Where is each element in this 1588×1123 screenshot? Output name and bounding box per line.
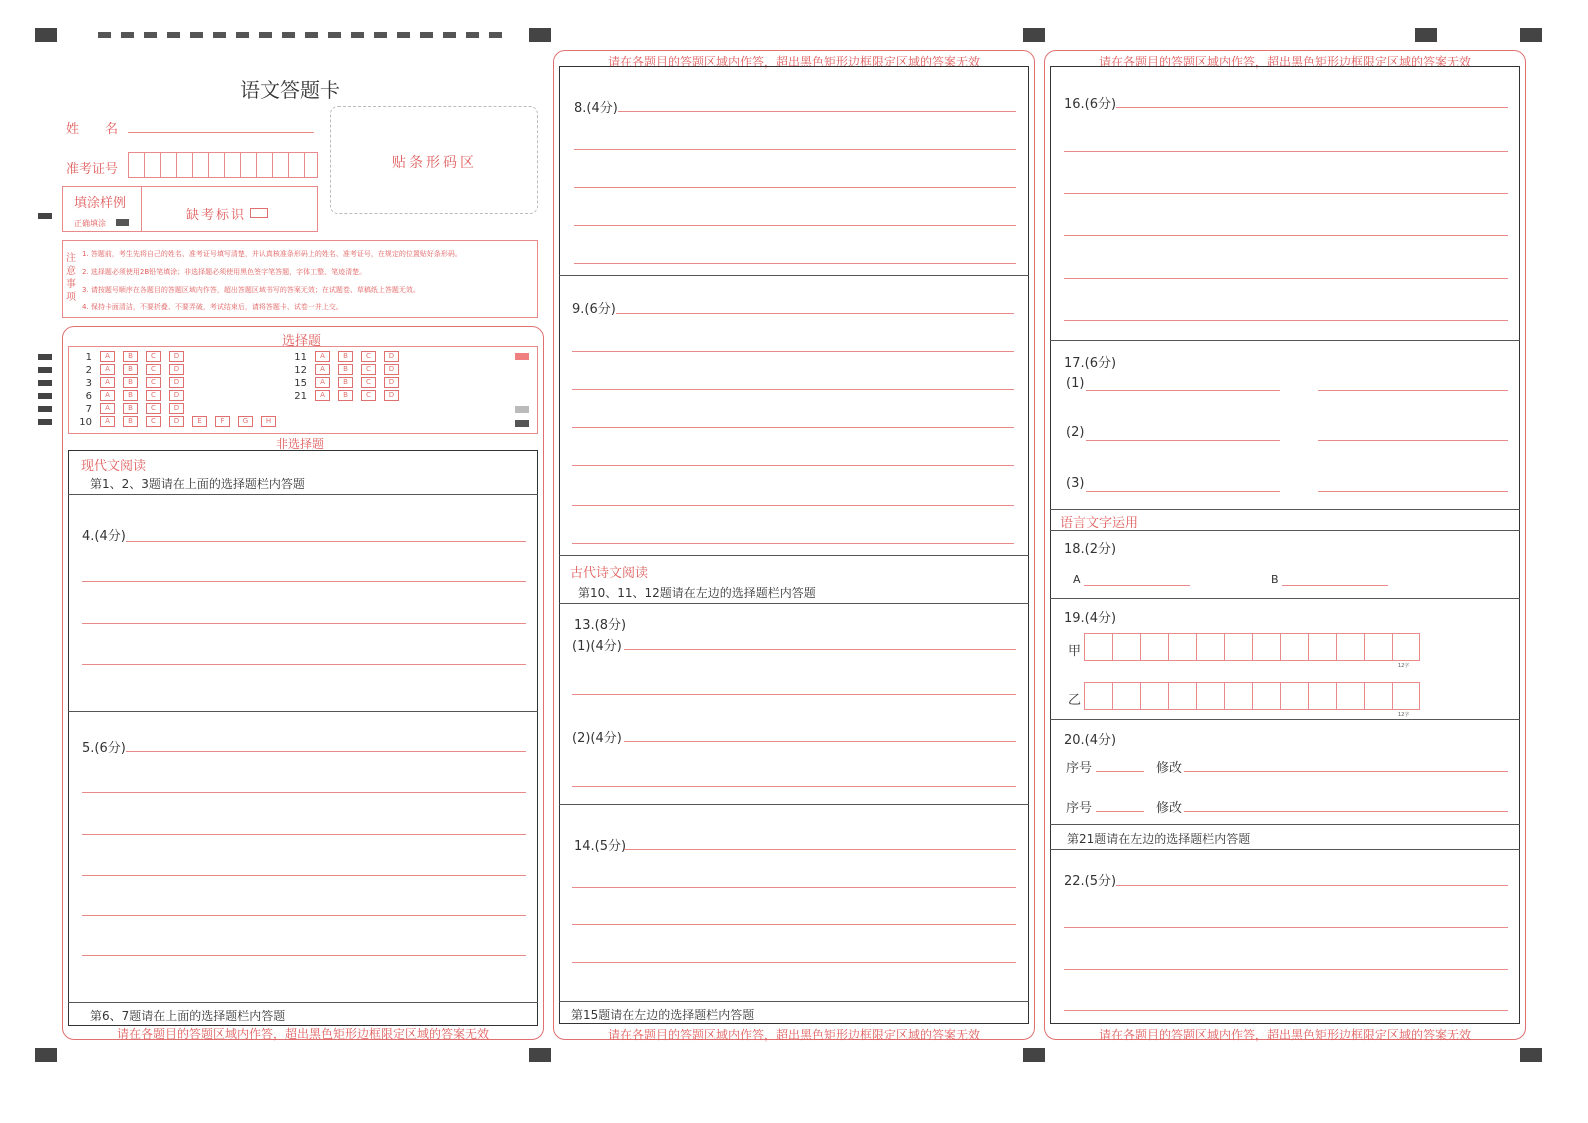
answer-line[interactable] <box>574 149 1016 150</box>
option-a[interactable]: A <box>315 364 330 375</box>
answer-line[interactable] <box>1064 927 1508 928</box>
name-label: 姓 名 <box>66 122 119 137</box>
footer-note: 第6、7题请在上面的选择题栏内答题 <box>90 1009 286 1023</box>
answer-line[interactable] <box>1064 969 1508 970</box>
divider <box>559 804 1029 805</box>
corner-mark <box>1415 28 1437 42</box>
answer-line[interactable] <box>1282 585 1388 586</box>
nonchoice-title: 非选择题 <box>276 437 325 451</box>
choice-row: 12 A B C D <box>285 364 407 376</box>
corner-mark <box>1520 28 1542 42</box>
answer-line[interactable] <box>574 187 1016 188</box>
divider <box>559 1001 1029 1002</box>
warning-banner: 请在各题目的答题区域内作答，超出黑色矩形边框限定区域的答案无效 <box>1098 1028 1471 1042</box>
col2-answer-box <box>559 66 1029 1024</box>
option-a[interactable]: A <box>100 403 115 414</box>
option-c[interactable]: C <box>146 416 161 427</box>
divider <box>1050 719 1520 720</box>
answer-line[interactable] <box>572 389 1014 390</box>
divider <box>1050 340 1520 341</box>
answer-line[interactable] <box>572 351 1014 352</box>
divider <box>559 555 1029 556</box>
answer-line[interactable] <box>1064 235 1508 236</box>
answer-line[interactable] <box>624 741 1016 742</box>
choice-mark <box>515 420 529 427</box>
answer-line[interactable] <box>1116 885 1508 886</box>
section-title: 语言文字运用 <box>1060 516 1139 531</box>
option-g[interactable]: G <box>238 416 253 427</box>
question-5: 5.(6分) <box>82 741 126 756</box>
char-grid-jia[interactable] <box>1084 633 1420 661</box>
answer-line[interactable] <box>1064 278 1508 279</box>
choice-row: 15 A B C D <box>285 377 407 389</box>
notice-item: 1. 答题前，考生先将自己的姓名、准考证号填写清楚，并认真核准条形码上的姓名、准考证号，在规定的位置贴好条形码。 <box>82 250 462 258</box>
answer-line[interactable] <box>1086 440 1280 441</box>
answer-line[interactable] <box>624 849 1016 850</box>
correct-fill-sample <box>116 219 129 226</box>
option-c[interactable]: C <box>146 390 161 401</box>
option-b[interactable]: B <box>123 416 138 427</box>
option-c[interactable]: C <box>146 364 161 375</box>
option-b[interactable]: B <box>123 351 138 362</box>
answer-line[interactable] <box>1064 193 1508 194</box>
answer-line[interactable] <box>1084 585 1190 586</box>
option-a[interactable]: A <box>100 377 115 388</box>
option-d[interactable]: D <box>384 351 399 362</box>
fix-label: 修改 <box>1156 761 1183 776</box>
option-a[interactable]: A <box>100 416 115 427</box>
option-b[interactable]: B <box>123 377 138 388</box>
answer-line[interactable] <box>624 649 1016 650</box>
barcode-label: 贴条形码区 <box>392 155 477 171</box>
question-17-1: (1) <box>1066 376 1085 391</box>
choice-row: 6 A B C D <box>70 390 192 402</box>
answer-line[interactable] <box>1086 491 1280 492</box>
divider <box>559 603 1029 604</box>
option-c[interactable]: C <box>361 377 376 388</box>
fix-field[interactable] <box>1184 811 1508 812</box>
char-count-tag: 12字 <box>1398 663 1410 669</box>
option-b[interactable]: B <box>123 364 138 375</box>
question-16: 16.(6分) <box>1064 97 1117 112</box>
char-grid-yi[interactable] <box>1084 682 1420 710</box>
answer-line[interactable] <box>82 915 526 916</box>
col1-answer-box <box>68 450 538 1026</box>
answer-line[interactable] <box>126 751 526 752</box>
option-c[interactable]: C <box>361 364 376 375</box>
divider <box>1050 509 1520 510</box>
choice-row: 2 A B C D <box>70 364 192 376</box>
answer-line[interactable] <box>1318 390 1508 391</box>
question-19-jia-label: 甲 <box>1068 644 1082 659</box>
answer-line[interactable] <box>82 581 526 582</box>
answer-line[interactable] <box>572 465 1014 466</box>
absent-checkbox[interactable] <box>250 208 268 218</box>
warning-banner: 请在各题目的答题区域内作答，超出黑色矩形边框限定区域的答案无效 <box>1098 55 1471 69</box>
question-17-2: (2) <box>1066 425 1085 440</box>
side-mark <box>38 406 52 412</box>
answer-line[interactable] <box>572 887 1016 888</box>
answer-line[interactable] <box>1318 440 1508 441</box>
question-13-1: (1)(4分) <box>572 639 622 654</box>
section-title: 现代文阅读 <box>81 459 147 474</box>
fix-field[interactable] <box>1184 771 1508 772</box>
seq-label: 序号 <box>1066 761 1093 776</box>
option-b[interactable]: B <box>123 403 138 414</box>
fill-sample-label: 填涂样例 <box>74 196 127 211</box>
option-c[interactable]: C <box>361 390 376 401</box>
answer-line[interactable] <box>82 955 526 956</box>
notice-label: 注意事项 <box>66 253 76 303</box>
answer-line[interactable] <box>618 111 1016 112</box>
divider <box>1050 849 1520 850</box>
option-d[interactable]: D <box>169 416 184 427</box>
option-d[interactable]: D <box>384 364 399 375</box>
side-mark <box>38 354 52 360</box>
card-title: 语文答题卡 <box>240 78 340 102</box>
divider <box>1050 824 1520 825</box>
option-d[interactable]: D <box>169 377 184 388</box>
option-c[interactable]: C <box>146 377 161 388</box>
choice-row: 11 A B C D <box>285 351 407 363</box>
divider <box>1050 530 1520 531</box>
answer-line[interactable] <box>82 664 526 665</box>
choice-row: 21 A B C D <box>285 390 407 402</box>
section-title: 古代诗文阅读 <box>570 566 649 581</box>
option-e[interactable]: E <box>192 416 207 427</box>
answer-line[interactable] <box>574 225 1016 226</box>
choice-title: 选择题 <box>282 334 322 349</box>
answer-line[interactable] <box>574 263 1016 264</box>
fix-label: 修改 <box>1156 801 1183 816</box>
notice-item: 3. 请按题号顺序在各题目的答题区域内作答，超出答题区域书写的答案无效；在试题卷、草稿纸上答题无效。 <box>82 286 420 294</box>
option-b[interactable]: B <box>338 364 353 375</box>
side-mark <box>38 213 52 219</box>
divider <box>68 494 538 495</box>
side-mark <box>38 393 52 399</box>
corner-mark <box>529 28 551 42</box>
answer-line[interactable] <box>82 875 526 876</box>
seq-field[interactable] <box>1096 811 1144 812</box>
option-d[interactable]: D <box>169 351 184 362</box>
question-22: 22.(5分) <box>1064 874 1117 889</box>
question-8: 8.(4分) <box>574 101 618 116</box>
divider <box>68 711 538 712</box>
side-mark <box>38 367 52 373</box>
option-d[interactable]: D <box>384 377 399 388</box>
question-17-3: (3) <box>1066 476 1085 491</box>
divider <box>68 1002 538 1003</box>
option-a[interactable]: A <box>315 351 330 362</box>
answer-line[interactable] <box>572 505 1014 506</box>
name-field[interactable] <box>128 132 314 133</box>
option-b[interactable]: B <box>338 390 353 401</box>
question-14: 14.(5分) <box>574 839 627 854</box>
choice-mark <box>515 353 529 360</box>
answer-line[interactable] <box>126 541 526 542</box>
notice-item: 4. 保持卡面清洁，不要折叠、不要弄破，考试结束后，请将答题卡、试卷一并上交。 <box>82 303 343 311</box>
question-18-b-label: B <box>1271 573 1279 586</box>
absent-label: 缺考标识 <box>186 208 247 223</box>
option-c[interactable]: C <box>146 403 161 414</box>
answer-line[interactable] <box>572 962 1016 963</box>
option-d[interactable]: D <box>384 390 399 401</box>
answer-line[interactable] <box>572 427 1014 428</box>
question-13-2: (2)(4分) <box>572 731 622 746</box>
question-18-a-label: A <box>1073 573 1081 586</box>
option-a[interactable]: A <box>100 390 115 401</box>
corner-mark <box>529 1048 551 1062</box>
exam-no-label: 准考证号 <box>66 162 119 177</box>
corner-mark <box>1520 1048 1542 1062</box>
char-count-tag: 12字 <box>1398 712 1410 718</box>
divider <box>559 275 1029 276</box>
option-f[interactable]: F <box>215 416 230 427</box>
footer-note: 第15题请在左边的选择题栏内答题 <box>571 1008 755 1022</box>
answer-line[interactable] <box>572 694 1016 695</box>
question-20: 20.(4分) <box>1064 733 1117 748</box>
corner-mark <box>1023 28 1045 42</box>
answer-line[interactable] <box>1064 151 1508 152</box>
option-b[interactable]: B <box>338 377 353 388</box>
answer-line[interactable] <box>616 313 1014 314</box>
answer-line[interactable] <box>1086 390 1280 391</box>
question-19: 19.(4分) <box>1064 611 1117 626</box>
option-a[interactable]: A <box>100 351 115 362</box>
option-b[interactable]: B <box>123 390 138 401</box>
question-4: 4.(4分) <box>82 529 126 544</box>
question-9: 9.(6分) <box>572 302 616 317</box>
option-d[interactable]: D <box>169 403 184 414</box>
corner-mark <box>35 1048 57 1062</box>
answer-line[interactable] <box>1318 491 1508 492</box>
answer-line[interactable] <box>572 786 1016 787</box>
warning-banner: 请在各题目的答题区域内作答，超出黑色矩形边框限定区域的答案无效 <box>607 55 980 69</box>
q21-note: 第21题请在左边的选择题栏内答题 <box>1067 832 1251 846</box>
seq-field[interactable] <box>1096 771 1144 772</box>
answer-line[interactable] <box>1116 107 1508 108</box>
divider <box>1050 598 1520 599</box>
timing-track <box>98 32 508 38</box>
answer-line[interactable] <box>82 834 526 835</box>
choice-row: 7 A B C D <box>70 403 192 415</box>
exam-no-boxes[interactable] <box>128 152 318 178</box>
option-c[interactable]: C <box>146 351 161 362</box>
answer-line[interactable] <box>1064 1010 1508 1011</box>
seq-label: 序号 <box>1066 801 1093 816</box>
question-17: 17.(6分) <box>1064 356 1117 371</box>
question-19-yi-label: 乙 <box>1068 693 1082 708</box>
option-a[interactable]: A <box>100 364 115 375</box>
question-13: 13.(8分) <box>574 618 627 633</box>
warning-banner: 请在各题目的答题区域内作答，超出黑色矩形边框限定区域的答案无效 <box>607 1028 980 1042</box>
answer-line[interactable] <box>1064 320 1508 321</box>
choice-mark <box>515 406 529 413</box>
col3-answer-box <box>1050 66 1520 1024</box>
corner-mark <box>35 28 57 42</box>
side-mark <box>38 380 52 386</box>
choice-row: 3 A B C D <box>70 377 192 389</box>
answer-line[interactable] <box>82 623 526 624</box>
fill-sample-divider <box>141 186 142 232</box>
notice-item: 2. 选择题必须使用2B铅笔填涂；非选择题必须使用黑色签字笔答题，字体工整、笔迹清楚。 <box>82 268 367 276</box>
option-a[interactable]: A <box>315 390 330 401</box>
answer-line[interactable] <box>82 792 526 793</box>
option-b[interactable]: B <box>338 351 353 362</box>
option-d[interactable]: D <box>169 364 184 375</box>
option-c[interactable]: C <box>361 351 376 362</box>
correct-fill-label: 正确填涂 <box>74 219 106 228</box>
warning-banner: 请在各题目的答题区域内作答，超出黑色矩形边框限定区域的答案无效 <box>116 1027 489 1041</box>
option-h[interactable]: H <box>261 416 276 427</box>
choice-row: 10 A B C D E F G H <box>70 416 284 428</box>
side-mark <box>38 419 52 425</box>
answer-line[interactable] <box>572 543 1014 544</box>
corner-mark <box>1023 1048 1045 1062</box>
section-note: 第1、2、3题请在上面的选择题栏内答题 <box>90 477 305 491</box>
question-18: 18.(2分) <box>1064 542 1117 557</box>
option-d[interactable]: D <box>169 390 184 401</box>
choice-row: 1 A B C D <box>70 351 192 363</box>
option-a[interactable]: A <box>315 377 330 388</box>
answer-line[interactable] <box>572 924 1016 925</box>
section-note: 第10、11、12题请在左边的选择题栏内答题 <box>578 586 816 600</box>
